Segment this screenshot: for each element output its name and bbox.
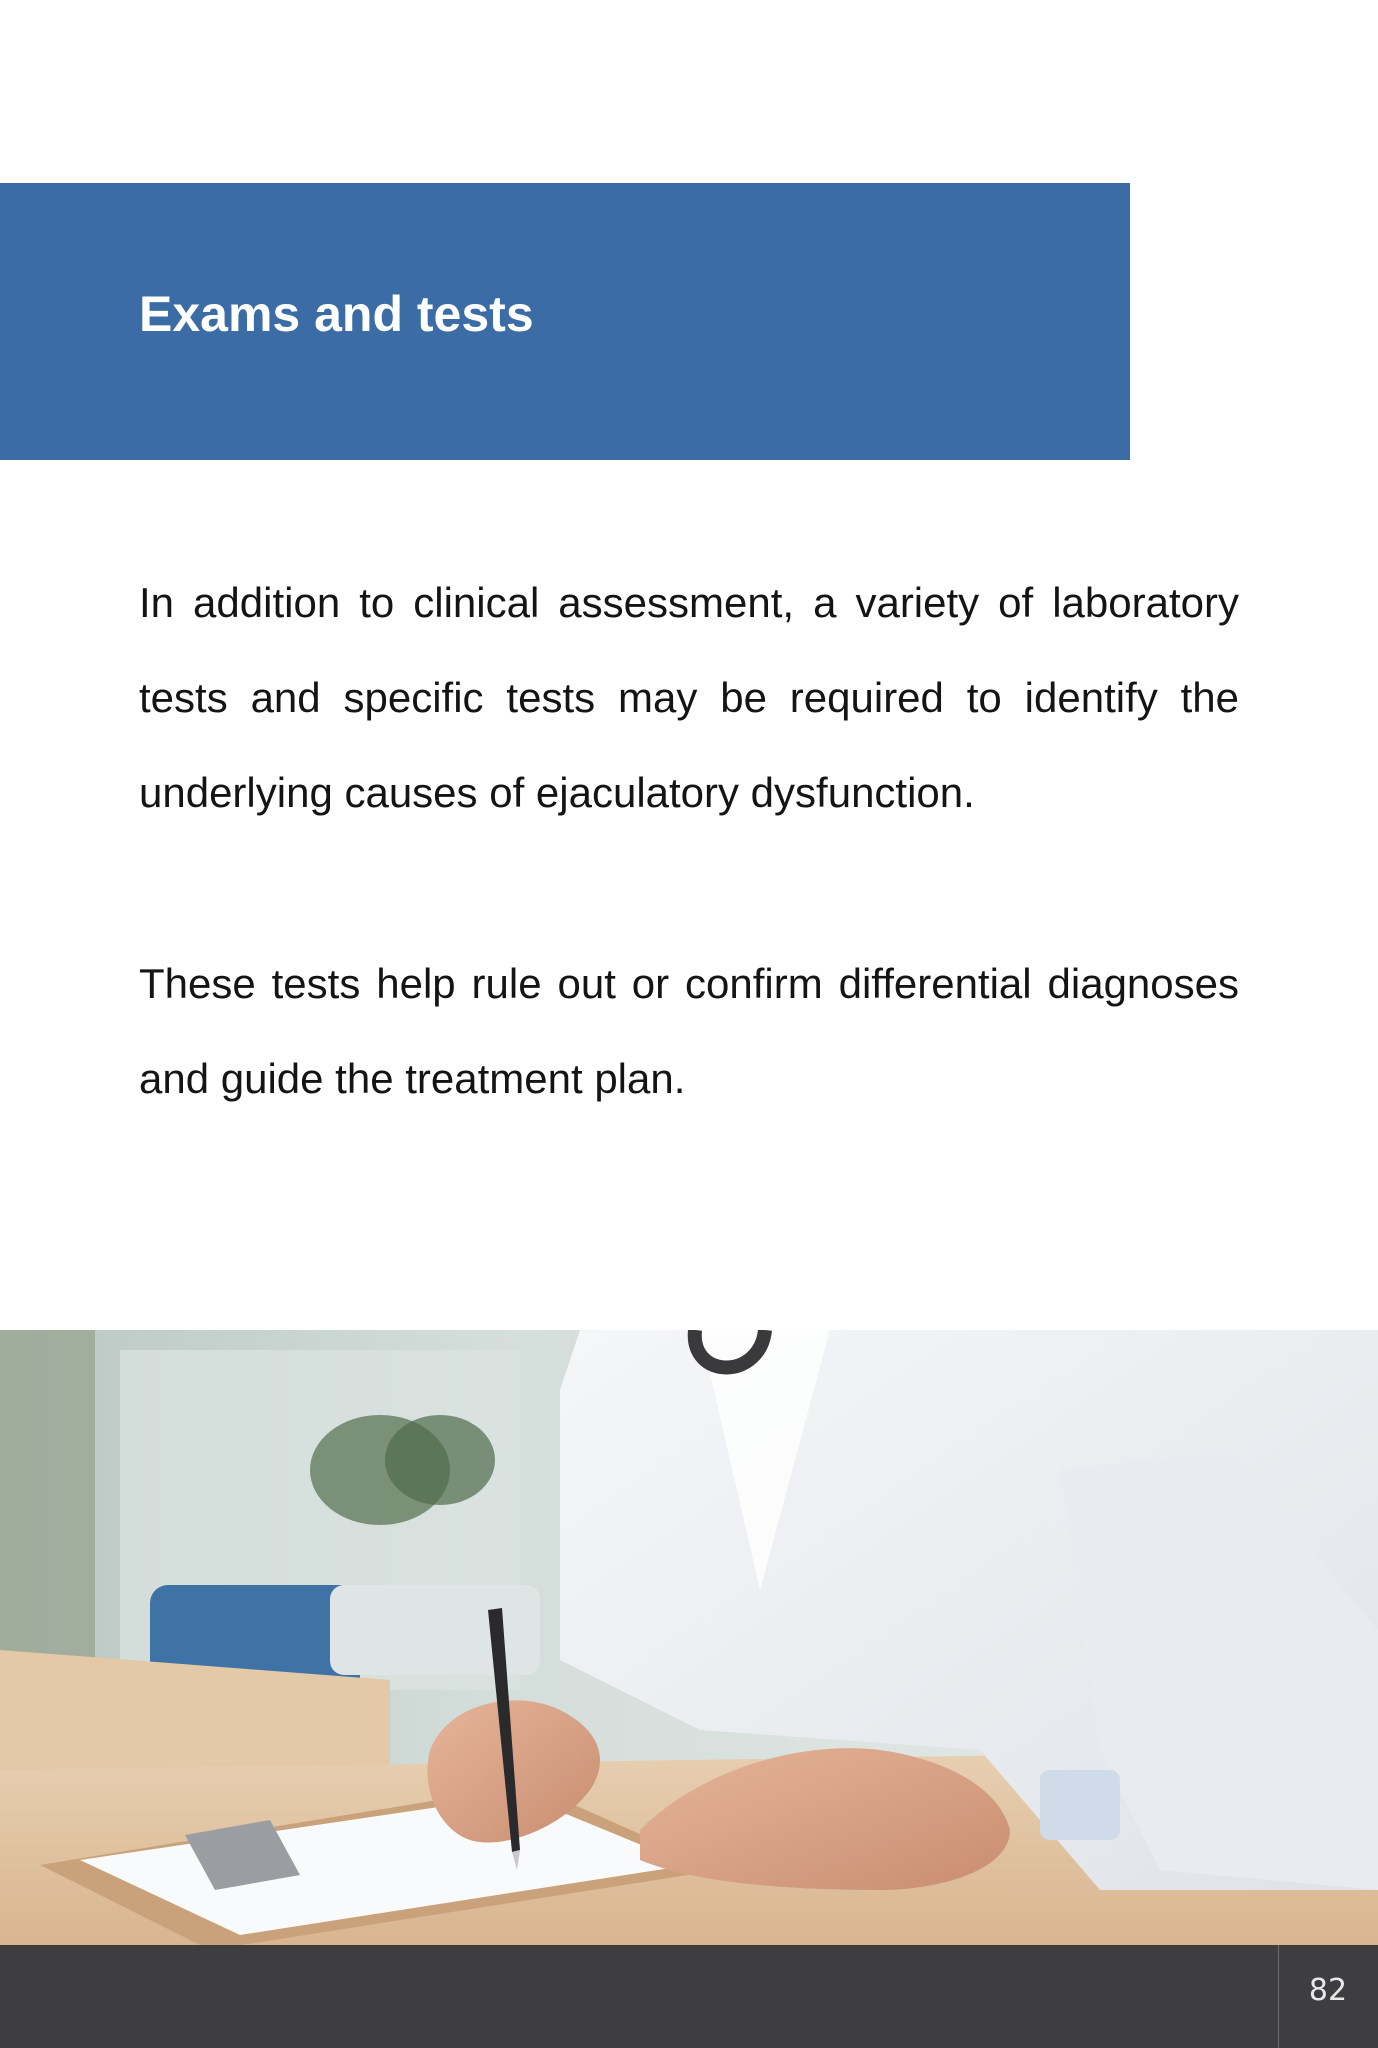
page-footer [0, 1945, 1378, 2048]
summary-paragraph: These tests help rule out or confirm differential diagnoses and guide the treatment plan. [139, 960, 1239, 1102]
section-title: Exams and tests [139, 286, 534, 342]
intro-paragraph: In addition to clinical assessment, a variety of laboratory tests and specific tests may be required to identify the underlying causes of ejaculatory dysfunction. [139, 579, 1239, 816]
page-number: 82 [1308, 1973, 1348, 2008]
doctor-writing-photo [0, 1330, 1378, 1945]
